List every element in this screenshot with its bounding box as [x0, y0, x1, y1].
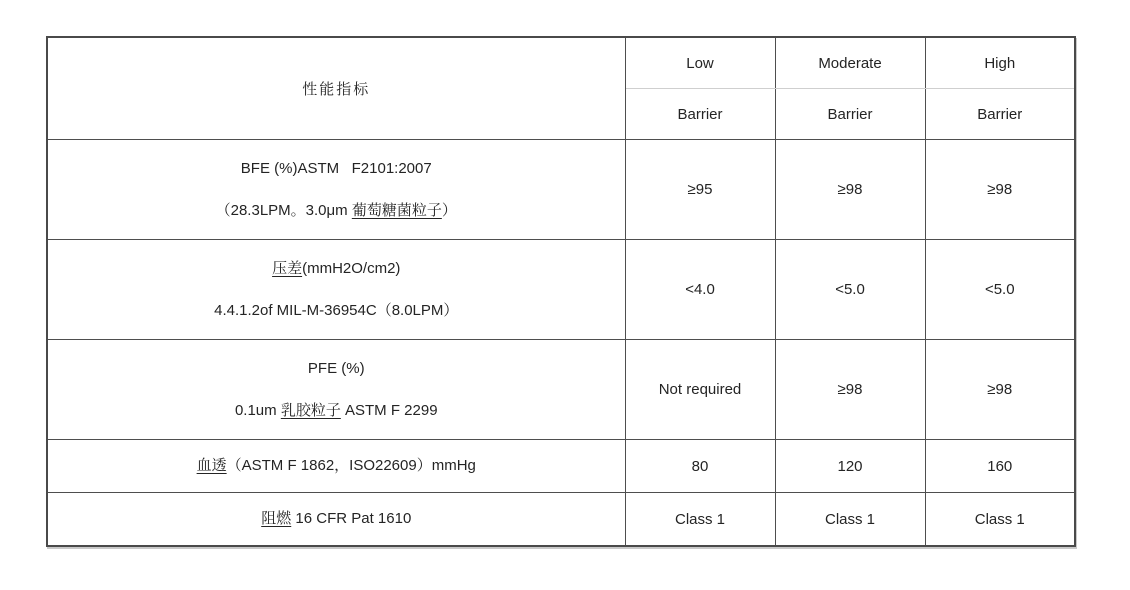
value-cell-pressure-high: <5.0: [925, 240, 1075, 340]
header-cell-barrier-high: Barrier: [925, 89, 1075, 140]
row-label-bfe: [47, 140, 625, 240]
row-label-flame-resistance: [47, 493, 625, 547]
row-label-line: 4.4.1.2of MIL-M-36954C（8.0LPM）: [214, 301, 459, 319]
value-cell-blood-moderate: 120: [775, 440, 925, 493]
header-cell-low: Low: [625, 37, 775, 89]
header-cell-barrier-moderate: Barrier: [775, 89, 925, 140]
value-cell-bfe-moderate: ≥98: [775, 140, 925, 240]
row-label-line: 0.1um 乳胶粒子 ASTM F 2299: [234, 401, 438, 419]
value-cell-bfe-low: ≥95: [625, 140, 775, 240]
value-cell-flame-low: Class 1: [625, 493, 775, 547]
header-row-top: [47, 37, 1075, 89]
row-label-line: PFE (%): [307, 359, 365, 377]
row-label-line: （28.3LPM。3.0μm 葡萄糖菌粒子）: [215, 201, 457, 219]
value-cell-pfe-high: ≥98: [925, 340, 1075, 440]
table-row-flame-resistance: [47, 493, 1075, 547]
row-label-line: 压差(mmH2O/cm2): [272, 259, 401, 277]
row-label-pressure-differential: [47, 240, 625, 340]
value-cell-bfe-high: ≥98: [925, 140, 1075, 240]
row-label-blood-penetration: [47, 440, 625, 493]
value-cell-pressure-low: <4.0: [625, 240, 775, 340]
header-cell-moderate: Moderate: [775, 37, 925, 89]
header-cell-barrier-low: Barrier: [625, 89, 775, 140]
value-cell-flame-high: Class 1: [925, 493, 1075, 547]
row-label-line: BFE (%)ASTM F2101:2007: [240, 159, 432, 177]
table-row-pressure-differential: [47, 240, 1075, 340]
value-cell-blood-high: 160: [925, 440, 1075, 493]
value-cell-pfe-moderate: ≥98: [775, 340, 925, 440]
value-cell-blood-low: 80: [625, 440, 775, 493]
value-cell-pfe-low: Not required: [625, 340, 775, 440]
table-row-blood-penetration: [47, 440, 1075, 493]
table-row-pfe: [47, 340, 1075, 440]
value-cell-flame-moderate: Class 1: [775, 493, 925, 547]
table-row-bfe: [47, 140, 1075, 240]
header-cell-performance-index: 性能指标: [47, 37, 625, 140]
row-label-pfe: [47, 340, 625, 440]
header-cell-high: High: [925, 37, 1075, 89]
performance-spec-table: [46, 36, 1076, 547]
row-label-line: 阻燃 16 CFR Pat 1610: [261, 510, 412, 527]
row-label-line: 血透（ASTM F 1862，ISO22609）mmHg: [196, 457, 476, 474]
value-cell-pressure-moderate: <5.0: [775, 240, 925, 340]
